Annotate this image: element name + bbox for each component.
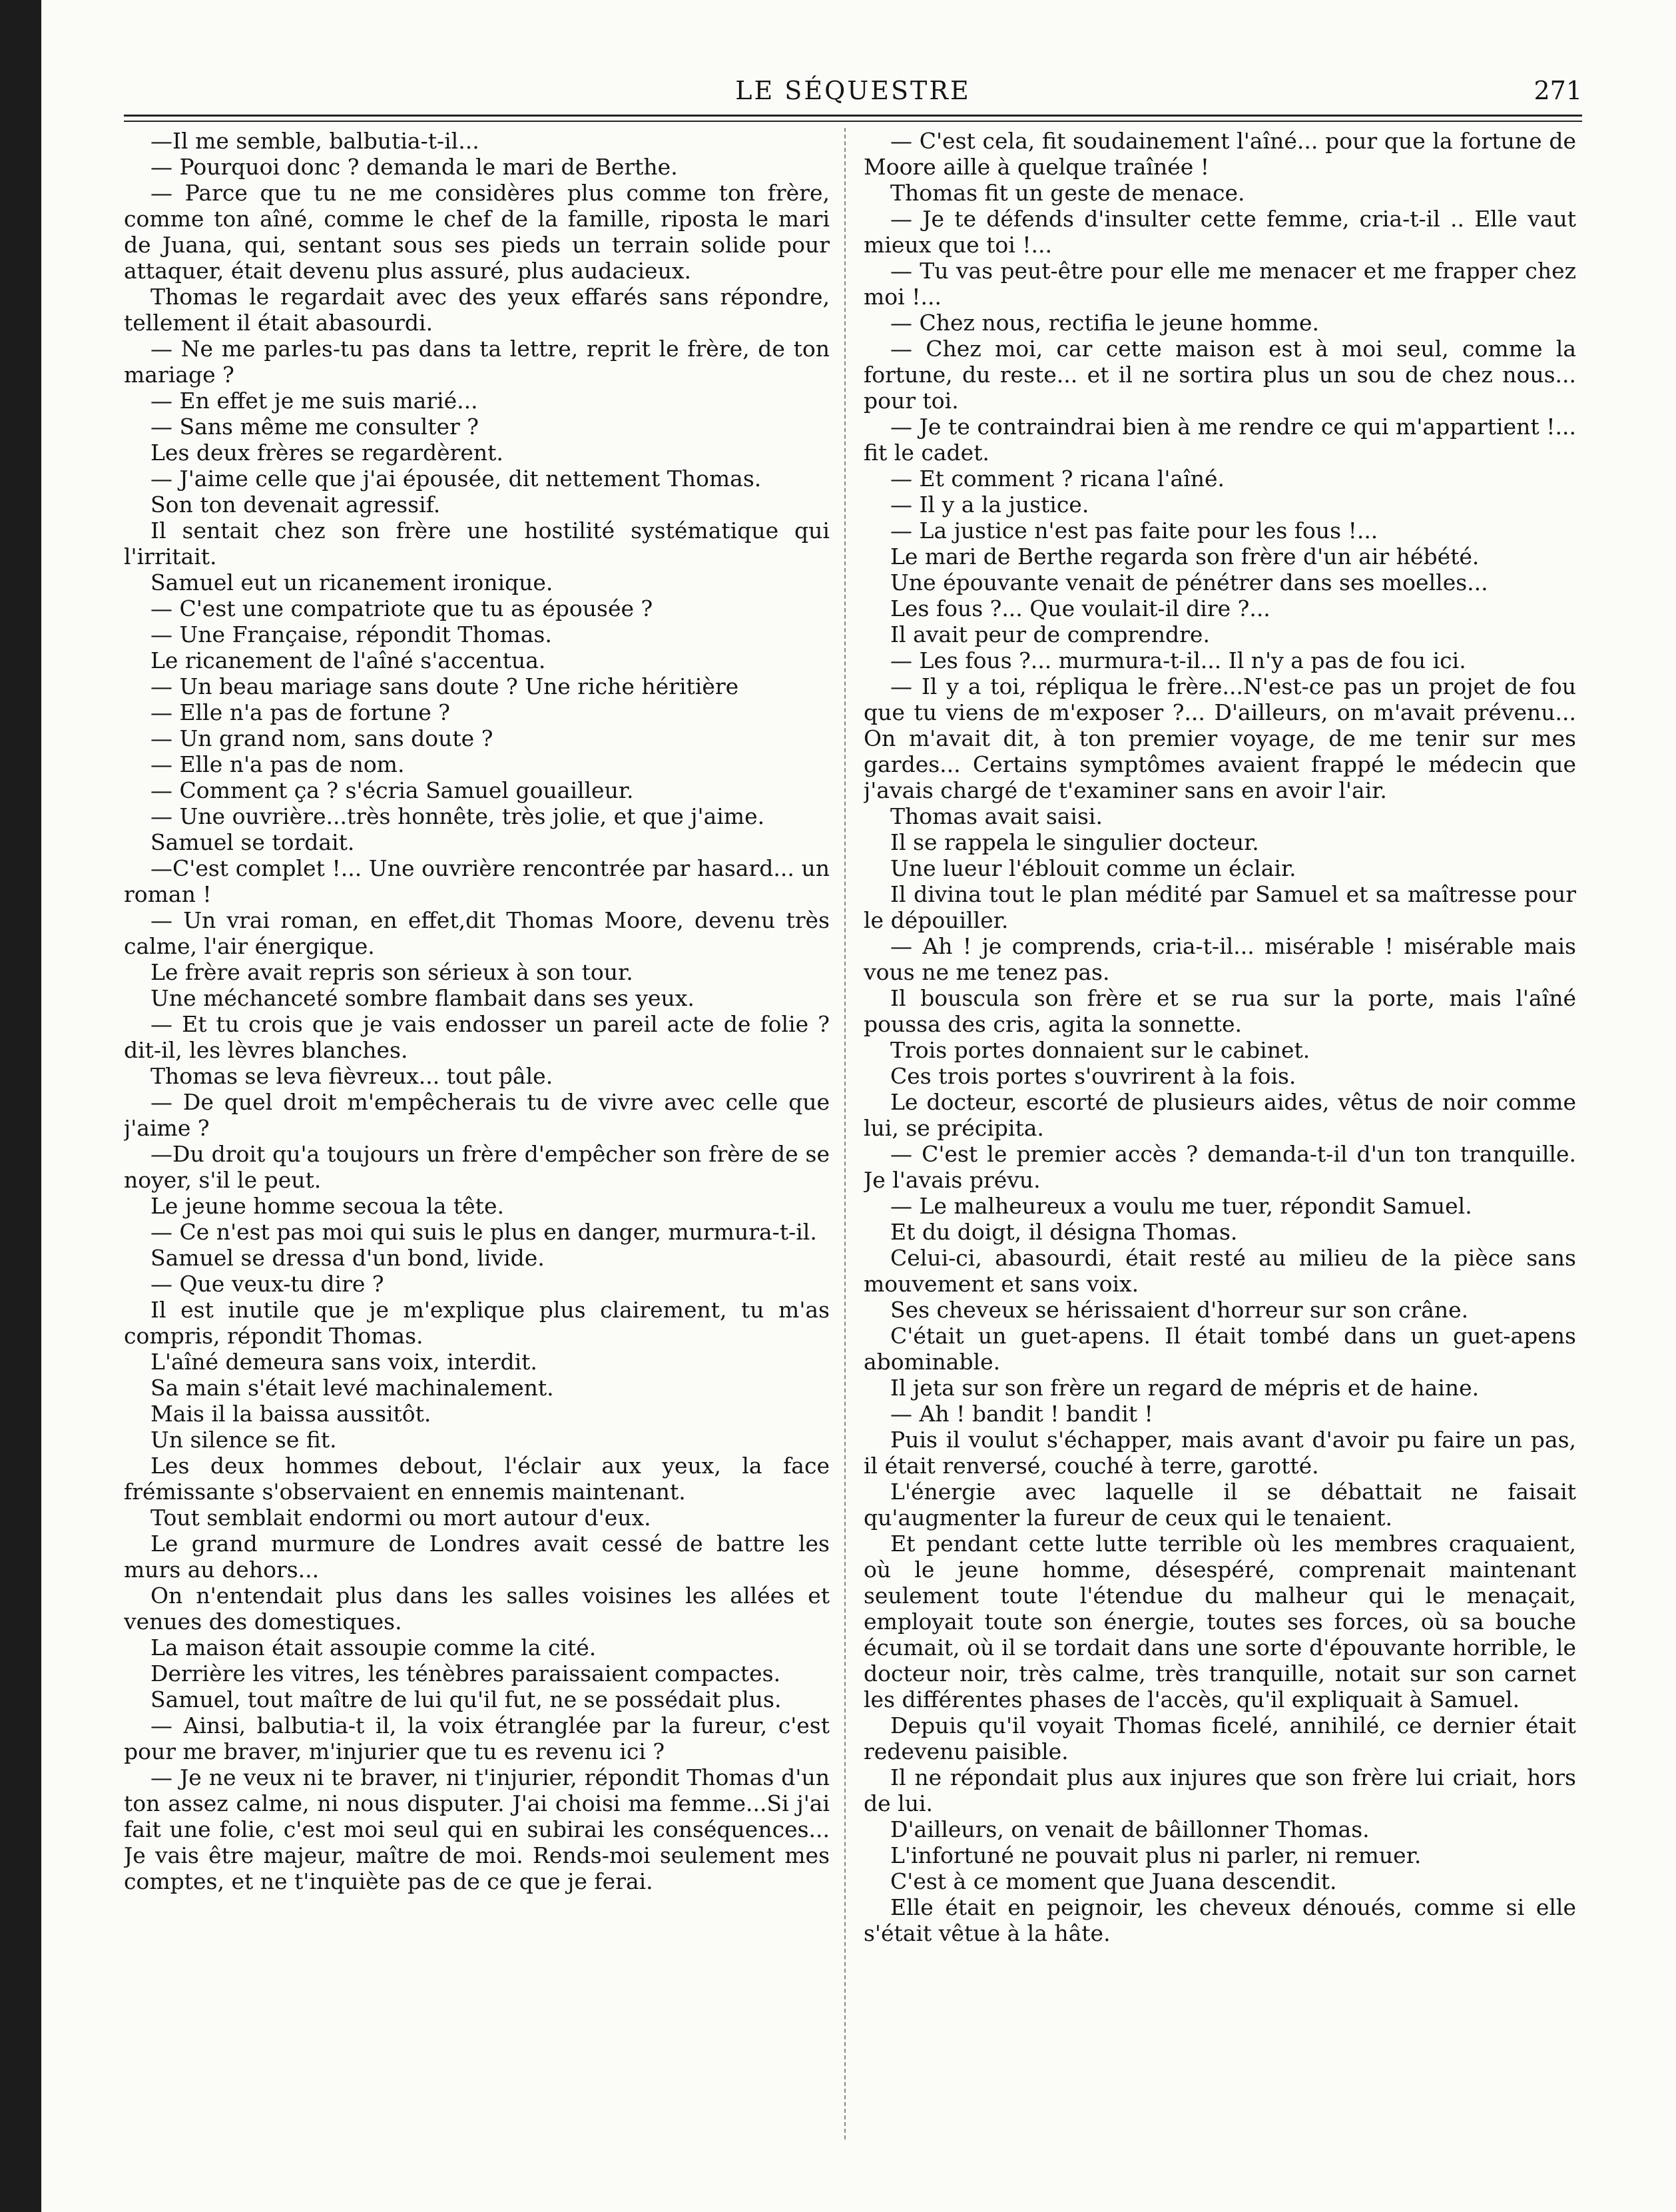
paragraph: Mais il la baissa aussitôt. [150,1401,431,1427]
paragraph: Il bouscula son frère et se rua sur la porte, mais l'aîné poussa des cris, agita la sonnette. [864,985,1576,1037]
paragraph: D'ailleurs, on venait de bâillonner Thomas. [890,1816,1370,1842]
left-column [124,128,830,2139]
paragraph: — Chez nous, rectifia le jeune homme. [890,310,1320,336]
paragraph: Il divina tout le plan médité par Samuel et sa maîtresse pour le dépouiller. [864,881,1576,933]
paragraph: Une lueur l'éblouit comme un éclair. [890,855,1296,881]
paragraph: Un silence se fit. [150,1427,337,1453]
paragraph: Et pendant cette lutte terrible où les membres craquaient, où le jeune homme, désespéré, comprenait maintenant seulement toute l'étendue du malheur qui le menaçait, employait toute son énergie, toutes ses forces, où sa bouche écumait, où il se tordait dans une sorte d'épouvante horrible, le docteur noir, très calme, très tranquille, notait sur son carnet les différentes phases de l'accès, qu'il expliquait à Samuel. [864,1531,1576,1712]
paragraph: — Le malheureux a voulu me tuer, répondit Samuel. [890,1193,1472,1219]
paragraph: Trois portes donnaient sur le cabinet. [890,1037,1310,1063]
paragraph: — Une Française, répondit Thomas. [150,621,552,647]
right-column [864,128,1576,2139]
paragraph: Les fous ?... Que voulait-il dire ?... [890,595,1270,621]
paragraph: — Ne me parles-tu pas dans ta lettre, reprit le frère, de ton mariage ? [124,336,830,388]
paragraph: Les deux hommes debout, l'éclair aux yeux, la face frémissante s'observaient en ennemis maintenant. [124,1453,830,1505]
paragraph: Il avait peur de comprendre. [890,621,1210,647]
paragraph: — Tu vas peut-être pour elle me menacer et me frapper chez moi !... [864,258,1576,310]
paragraph: — Sans même me consulter ? [150,414,479,440]
paragraph: — Un beau mariage sans doute ? Une riche héritière [150,673,739,699]
paragraph: Le jeune homme secoua la tête. [150,1193,504,1219]
paragraph: Samuel eut un ricanement ironique. [150,569,553,595]
paragraph: L'aîné demeura sans voix, interdit. [150,1349,537,1375]
paragraph: Puis il voulut s'échapper, mais avant d'avoir pu faire un pas, il était renversé, couché à terre, garotté. [864,1427,1576,1479]
paragraph: Une méchanceté sombre flambait dans ses yeux. [150,985,695,1011]
paragraph: — En effet je me suis marié... [150,388,478,414]
paragraph: — Chez moi, car cette maison est à moi seul, comme la fortune, du reste... et il ne sortira plus un sou de chez nous... pour toi. [864,336,1576,414]
paragraph: Il est inutile que je m'explique plus clairement, tu m'as compris, répondit Thomas. [124,1297,830,1349]
paragraph: Thomas fit un geste de menace. [890,180,1245,206]
header-rule-thin [124,121,1582,122]
paragraph: — Elle n'a pas de nom. [150,751,405,777]
paragraph: Thomas avait saisi. [890,803,1103,829]
paragraph: — Ainsi, balbutia-t il, la voix étranglée par la fureur, c'est pour me braver, m'injurier que tu es revenu ici ? [124,1712,830,1764]
paragraph: Thomas le regardait avec des yeux effarés sans répondre, tellement il était abasourdi. [124,284,830,336]
column-divider [844,128,846,2139]
paragraph: — Il y a toi, répliqua le frère...N'est-ce pas un projet de fou que tu viens de m'exposer ?... D'ailleurs, on m'avait prévenu... On m'avait dit, à ton premier voyage, de me tenir sur mes gardes... Certains symptômes avaient frappé le médecin que j'avais chargé de t'examiner sans en avoir l'air. [864,673,1576,803]
paragraph: Le ricanement de l'aîné s'accentua. [150,647,546,673]
paragraph: Il sentait chez son frère une hostilité systématique qui l'irritait. [124,518,830,569]
paragraph: Il se rappela le singulier docteur. [890,829,1259,855]
paragraph: L'énergie avec laquelle il se débattait ne faisait qu'augmenter la fureur de ceux qui le tenaient. [864,1479,1576,1531]
paragraph: —C'est complet !... Une ouvrière rencontrée par hasard... un roman ! [124,855,830,907]
paragraph: — Parce que tu ne me considères plus comme ton frère, comme ton aîné, comme le chef de la famille, riposta le mari de Juana, qui, sentant sous ses pieds un terrain solide pour attaquer, était devenu plus assuré, plus audacieux. [124,180,830,284]
paragraph: — Je te défends d'insulter cette femme, cria-t-il .. Elle vaut mieux que toi !... [864,206,1576,258]
paragraph: — Ah ! je comprends, cria-t-il... misérable ! misérable mais vous ne me tenez pas. [864,933,1576,985]
paragraph: Le grand murmure de Londres avait cessé de battre les murs au dehors... [124,1531,830,1583]
paragraph: Il ne répondait plus aux injures que son frère lui criait, hors de lui. [864,1764,1576,1816]
paragraph: — Les fous ?... murmura-t-il... Il n'y a pas de fou ici. [890,647,1466,673]
paragraph: — Je ne veux ni te braver, ni t'injurier, répondit Thomas d'un ton assez calme, ni nous disputer. J'ai choisi ma femme...Si j'ai fait une folie, c'est moi seul qui en subirai les conséquences... Je vais être majeur, maître de moi. Rends-moi seulement mes comptes, et ne t'inquiète pas de ce que je ferai. [124,1764,830,1894]
paragraph: Et du doigt, il désigna Thomas. [890,1219,1238,1245]
paragraph: Son ton devenait agressif. [150,492,441,518]
paragraph: Il jeta sur son frère un regard de mépris et de haine. [890,1375,1480,1401]
paragraph: Thomas se leva fièvreux... tout pâle. [150,1063,553,1089]
paragraph: — Une ouvrière...très honnête, très jolie, et que j'aime. [150,803,765,829]
paragraph: — Ah ! bandit ! bandit ! [890,1401,1153,1427]
paragraph: —Du droit qu'a toujours un frère d'empêcher son frère de se noyer, s'il le peut. [124,1141,830,1193]
paragraph: On n'entendait plus dans les salles voisines les allées et venues des domestiques. [124,1583,830,1635]
running-title: LE SÉQUESTRE [735,76,971,105]
header-rule [124,115,1582,117]
paragraph: — Pourquoi donc ? demanda le mari de Berthe. [150,154,678,180]
page-header [124,73,1582,120]
paragraph: — Et tu crois que je vais endosser un pareil acte de folie ? dit-il, les lèvres blanches. [124,1011,830,1063]
paragraph: Tout semblait endormi ou mort autour d'eux. [150,1505,651,1531]
paragraph: — C'est le premier accès ? demanda-t-il d'un ton tranquille. Je l'avais prévu. [864,1141,1576,1193]
paragraph: — J'aime celle que j'ai épousée, dit nettement Thomas. [150,466,762,492]
paragraph: Ces trois portes s'ouvrirent à la fois. [890,1063,1296,1089]
paragraph: Le frère avait repris son sérieux à son tour. [150,959,633,985]
paragraph: — Ce n'est pas moi qui suis le plus en danger, murmura-t-il. [150,1219,817,1245]
paragraph: Le mari de Berthe regarda son frère d'un air hébété. [890,544,1480,569]
paragraph: Le docteur, escorté de plusieurs aides, vêtus de noir comme lui, se précipita. [864,1089,1576,1141]
paragraph: La maison était assoupie comme la cité. [150,1635,597,1660]
paragraph: Samuel, tout maître de lui qu'il fut, ne se possédait plus. [150,1686,782,1712]
paragraph: — De quel droit m'empêcherais tu de vivre avec celle que j'aime ? [124,1089,830,1141]
paragraph: —Il me semble, balbutia-t-il... [150,128,479,154]
paragraph: — Il y a la justice. [890,492,1089,518]
paragraph: Depuis qu'il voyait Thomas ficelé, annihilé, ce dernier était redevenu paisible. [864,1712,1576,1764]
paragraph: Une épouvante venait de pénétrer dans ses moelles... [890,569,1488,595]
paragraph: — Et comment ? ricana l'aîné. [890,466,1225,492]
paragraph: Samuel se tordait. [150,829,355,855]
paragraph: — Comment ça ? s'écria Samuel gouailleur. [150,777,634,803]
paragraph: Celui-ci, abasourdi, était resté au milieu de la pièce sans mouvement et sans voix. [864,1245,1576,1297]
paragraph: Derrière les vitres, les ténèbres paraissaient compactes. [150,1660,781,1686]
paragraph: Ses cheveux se hérissaient d'horreur sur son crâne. [890,1297,1469,1323]
page-edge [0,0,41,2212]
paragraph: — Un vrai roman, en effet,dit Thomas Moore, devenu très calme, l'air énergique. [124,907,830,959]
paragraph: Elle était en peignoir, les cheveux dénoués, comme si elle s'était vêtue à la hâte. [864,1894,1576,1946]
paragraph: — Je te contraindrai bien à me rendre ce qui m'appartient !... fit le cadet. [864,414,1576,466]
paragraph: — La justice n'est pas faite pour les fous !... [890,518,1378,544]
paragraph: — Elle n'a pas de fortune ? [150,699,450,725]
paragraph: — C'est cela, fit soudainement l'aîné... pour que la fortune de Moore aille à quelque traînée ! [864,128,1576,180]
paragraph: — Que veux-tu dire ? [150,1271,384,1297]
paragraph: Samuel se dressa d'un bond, livide. [150,1245,545,1271]
paragraph: — Un grand nom, sans doute ? [150,725,493,751]
paragraph: C'est à ce moment que Juana descendit. [890,1868,1337,1894]
paragraph: Les deux frères se regardèrent. [150,440,503,466]
paragraph: L'infortuné ne pouvait plus ni parler, ni remuer. [890,1842,1422,1868]
paragraph: Sa main s'était levé machinalement. [150,1375,554,1401]
page-number: 271 [1534,76,1582,105]
paragraph: — C'est une compatriote que tu as épousée ? [150,595,653,621]
paragraph: C'était un guet-apens. Il était tombé dans un guet-apens abominable. [864,1323,1576,1375]
